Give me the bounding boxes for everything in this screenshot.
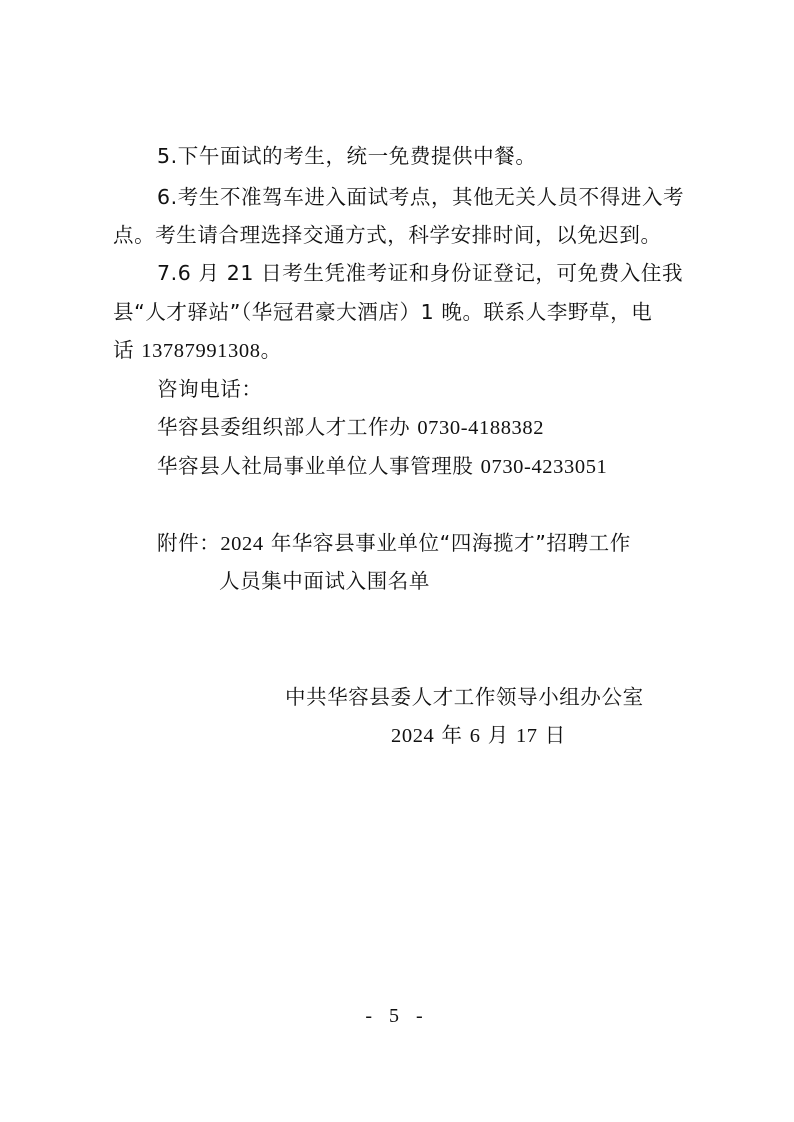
paragraph-7-line-1 [157, 259, 683, 287]
attachment-line-1 [157, 529, 631, 558]
paragraph-7-line-3-suffix: 。 [260, 338, 282, 362]
paragraph-7-line-2 [113, 298, 652, 326]
paragraph-6-line-2-text: 点。考生请合理选择交通方式，科学安排时间，以免迟到。 [113, 223, 662, 247]
paragraph-6-line-1-text: 6.考生不准驾车进入面试考点，其他无关人员不得进入考 [157, 185, 685, 209]
paragraph-7-line-2-text: 县“人才驿站”（华冠君豪大酒店）1 晚。联系人李野草，电 [113, 300, 653, 324]
paragraph-7-line-3 [113, 336, 282, 365]
date-day: 17 [515, 725, 538, 747]
attachment-line-2 [219, 567, 430, 595]
paragraph-5 [157, 142, 536, 170]
paragraph-6-line-1 [157, 183, 684, 211]
date-year: 2024 [391, 725, 435, 747]
contact-org-1: 华容县委组织部人才工作办 [157, 415, 418, 439]
contact-org-2: 华容县人社局事业单位人事管理股 [157, 454, 481, 478]
contacts-heading [157, 375, 263, 403]
contact-phone-1: 0730-4188382 [417, 417, 545, 439]
signature-org-text: 中共华容县委人才工作领导小组办公室 [285, 685, 644, 709]
paragraph-7-line-1-text: 7.6 月 21 日考生凭准考证和身份证登记，可免费入住我 [157, 261, 684, 285]
date-month-char: 月 [480, 723, 516, 747]
page-number: - 5 - [365, 1005, 429, 1027]
contact-item-1 [157, 413, 544, 442]
signature-org [285, 683, 644, 711]
date-day-char: 日 [537, 723, 566, 747]
contact-phone-2: 0730-4233051 [480, 456, 608, 478]
paragraph-5-text: 5.下午面试的考生，统一免费提供中餐。 [157, 144, 537, 168]
attachment-label: 附件： [157, 531, 221, 555]
paragraph-7-line-3-prefix: 话 [113, 338, 142, 362]
signature-date [391, 721, 566, 750]
contact-phone: 13787991308 [141, 340, 261, 362]
contacts-heading-text: 咨询电话： [157, 377, 263, 401]
attachment-title-part-1: 年华容县事业单位“四海揽才”招聘工作 [263, 531, 631, 555]
date-month: 6 [469, 725, 481, 747]
contact-item-2 [157, 452, 607, 481]
date-year-char: 年 [434, 723, 470, 747]
attachment-year: 2024 [220, 533, 264, 555]
attachment-title-part-2: 人员集中面试入围名单 [219, 569, 430, 593]
paragraph-6-line-2 [113, 221, 662, 249]
